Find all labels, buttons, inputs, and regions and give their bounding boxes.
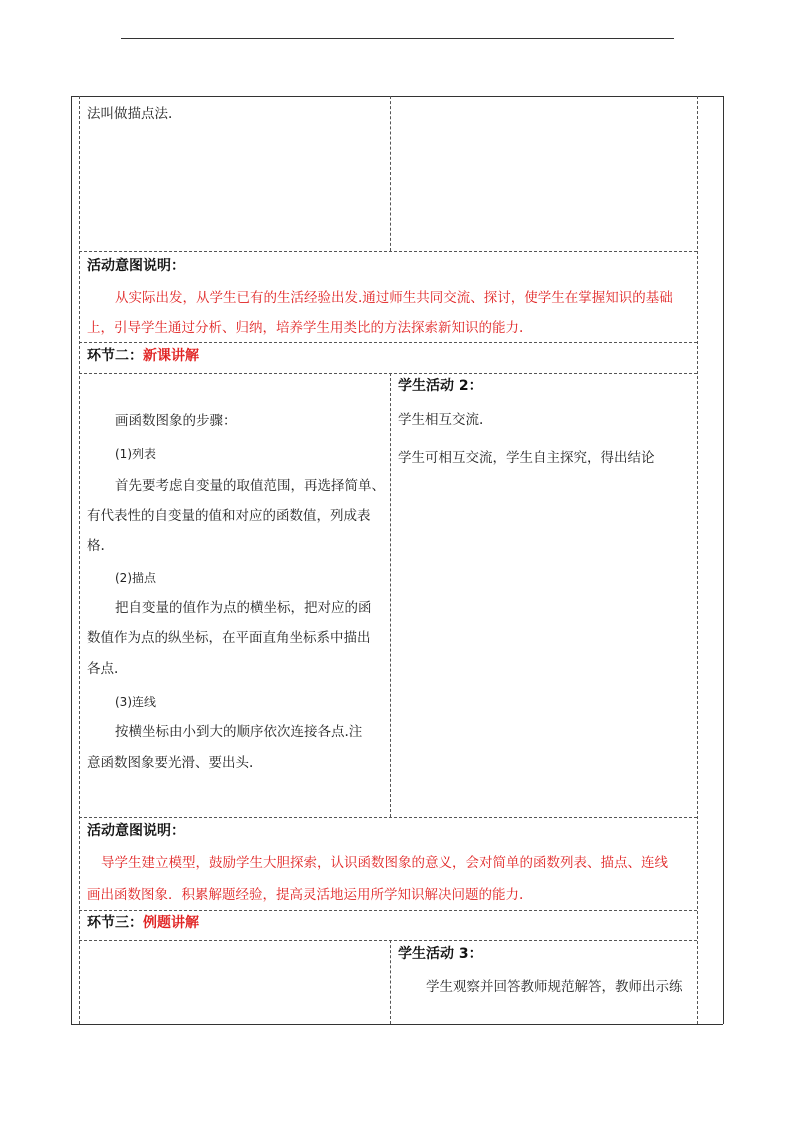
table-border-left — [71, 96, 72, 1024]
row-divider — [79, 251, 697, 252]
intent-heading: 活动意图说明： — [87, 258, 185, 274]
step-text-line: 各点. — [87, 661, 119, 677]
student-activity-heading: 学生活动 3： — [398, 946, 483, 962]
step-label: (2)描点 — [115, 571, 156, 585]
step-text-line: 数值作为点的纵坐标，在平面直角坐标系中描出 — [87, 630, 371, 646]
step-text-line: 格. — [87, 538, 105, 554]
steps-intro: 画函数图象的步骤： — [115, 413, 237, 429]
intent-text-line: 画出函数图象．积累解题经验，提高灵活地运用所学知识解决问题的能力. — [87, 887, 524, 903]
section-title: 新课讲解 — [143, 348, 199, 364]
intent-heading: 活动意图说明： — [87, 823, 185, 839]
row-divider — [79, 373, 697, 374]
intent-text-line: 从实际出发，从学生已有的生活经验出发.通过师生共同交流、探讨，使学生在掌握知识的基础 — [115, 290, 673, 306]
step-label: (1)列表 — [115, 447, 156, 461]
column-divider-2 — [390, 373, 391, 817]
step-text-line: 有代表性的自变量的值和对应的函数值，列成表 — [87, 508, 371, 524]
row-divider — [79, 940, 697, 941]
step-label: (3)连线 — [115, 695, 156, 709]
step-text-line: 意函数图象要光滑、要出头. — [87, 755, 254, 771]
section-heading — [87, 346, 199, 366]
row-divider — [79, 342, 697, 343]
student-activity-text: 学生相互交流. — [398, 412, 484, 428]
section-prefix: 环节三： — [87, 915, 143, 931]
inner-border-left — [79, 96, 80, 1024]
step-text-line: 把自变量的值作为点的横坐标，把对应的函 — [115, 600, 372, 616]
section-heading — [87, 913, 199, 933]
step-text-line: 首先要考虑自变量的取值范围，再选择简单、 — [115, 478, 385, 494]
section-prefix: 环节二： — [87, 348, 143, 364]
intent-text-line: 导学生建立模型，鼓励学生大胆探索，认识函数图象的意义，会对简单的函数列表、描点、连线 — [101, 855, 668, 871]
student-activity-heading: 学生活动 2： — [398, 378, 483, 394]
table-border-bottom — [71, 1024, 723, 1025]
continued-text: 法叫做描点法. — [87, 106, 173, 122]
column-divider-3 — [390, 940, 391, 1024]
student-activity-text: 学生观察并回答教师规范解答，教师出示练 — [426, 979, 683, 995]
row-divider — [79, 817, 697, 818]
table-border-top — [71, 96, 723, 97]
inner-border-right — [697, 96, 698, 1024]
row-divider — [79, 910, 697, 911]
header-rule — [121, 38, 674, 39]
step-text-line: 按横坐标由小到大的顺序依次连接各点.注 — [115, 724, 363, 740]
student-activity-text: 学生可相互交流，学生自主探究，得出结论 — [398, 450, 655, 466]
table-border-right — [723, 96, 724, 1024]
intent-text-line: 上，引导学生通过分析、归纳，培养学生用类比的方法探索新知识的能力. — [87, 320, 524, 336]
column-divider-1 — [390, 96, 391, 251]
section-title: 例题讲解 — [143, 915, 199, 931]
